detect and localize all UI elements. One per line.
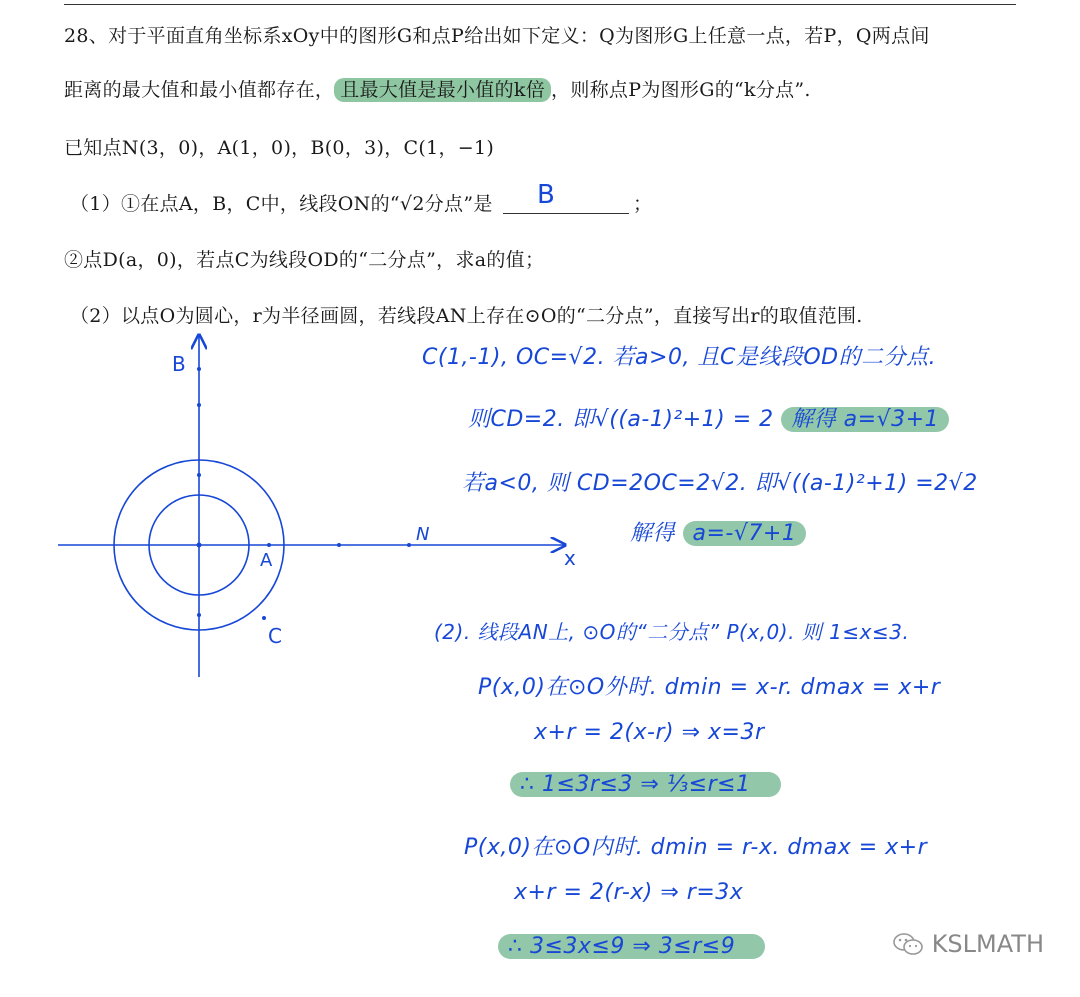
hw-result-4: ∴ 3≤3x≤9 ⇒ 3≤r≤9 — [498, 934, 765, 959]
tick-2 — [337, 543, 341, 547]
label-b: B — [172, 352, 186, 376]
hw-line-4 — [630, 516, 806, 547]
point-c-dot — [262, 616, 266, 620]
label-n: N — [416, 524, 430, 545]
problem-line-3: 已知点N(3，0)，A(1，0)，B(0，3)，C(1，−1) — [64, 137, 495, 159]
watermark-text: KSLMATH — [931, 930, 1044, 958]
highlight-condition: 且最大值是最小值的k倍 — [334, 78, 551, 102]
tick-y1 — [197, 473, 201, 477]
label-x: x — [564, 546, 576, 570]
top-rule — [64, 4, 1016, 5]
label-a: A — [260, 550, 273, 571]
point-a-dot — [267, 543, 271, 547]
hw-line-4a: 解得 — [630, 521, 676, 546]
hw-line-2a: 则CD=2. 即√((a-1)²+1) = 2 — [468, 407, 774, 432]
hw-line-11 — [498, 934, 765, 959]
hw-line-3: 若a<0, 则 CD=2OC=2√2. 即√((a-1)²+1) =2√2 — [462, 471, 978, 496]
answer-handwritten: B — [536, 180, 556, 210]
watermark — [892, 930, 1044, 958]
hw-line-10: x+r = 2(r-x) ⇒ r=3x — [514, 880, 744, 905]
label-c: C — [268, 624, 282, 648]
hw-line-9: P(x,0)在⊙O内时. dmin = r-x. dmax = x+r — [464, 835, 928, 860]
tick-y2 — [197, 403, 201, 407]
problem-line-2a: 距离的最大值和最小值都存在， — [64, 79, 335, 101]
question-1 — [70, 180, 653, 218]
problem-line-1: 28、对于平面直角坐标系xOy中的图形G和点P给出如下定义：Q为图形G上任意一点，若P，Q两点间 — [64, 25, 930, 47]
hw-line-7: x+r = 2(x-r) ⇒ x=3r — [534, 720, 765, 745]
question-1-part-2: ②点D(a，0)，若点C为线段OD的“二分点”，求a的值； — [64, 249, 545, 271]
problem-line-2b: ，则称点P为图形G的“k分点”. — [551, 79, 811, 101]
tick-y-neg — [197, 613, 201, 617]
point-b-dot — [197, 367, 201, 371]
handwritten-solution — [400, 330, 1060, 980]
question-1-end: ； — [632, 193, 653, 215]
wechat-icon — [892, 932, 924, 956]
origin-dot — [197, 543, 202, 548]
hw-line-1: C(1,-1), OC=√2. 若a>0, 且C是线段OD的二分点. — [422, 345, 937, 370]
hw-result-2: a=-√7+1 — [683, 521, 807, 546]
hw-result-1: 解得 a=√3+1 — [781, 407, 949, 432]
problem-line-2 — [64, 76, 811, 104]
hw-line-5: (2). 线段AN上, ⊙O的“二分点” P(x,0). 则 1≤x≤3. — [434, 620, 910, 644]
hw-line-8 — [510, 772, 781, 797]
hw-line-2 — [468, 402, 949, 433]
hw-result-3: ∴ 1≤3r≤3 ⇒ ⅓≤r≤1 — [510, 772, 781, 797]
question-2: （2）以点O为圆心，r为半径画圆，若线段AN上存在⊙O的“二分点”，直接写出r的取值范围. — [70, 305, 863, 327]
answer-blank — [503, 180, 629, 214]
question-1-text: （1）①在点A，B，C中，线段ON的“√2分点”是 — [70, 193, 493, 215]
hw-line-6: P(x,0)在⊙O外时. dmin = x-r. dmax = x+r — [478, 675, 941, 700]
